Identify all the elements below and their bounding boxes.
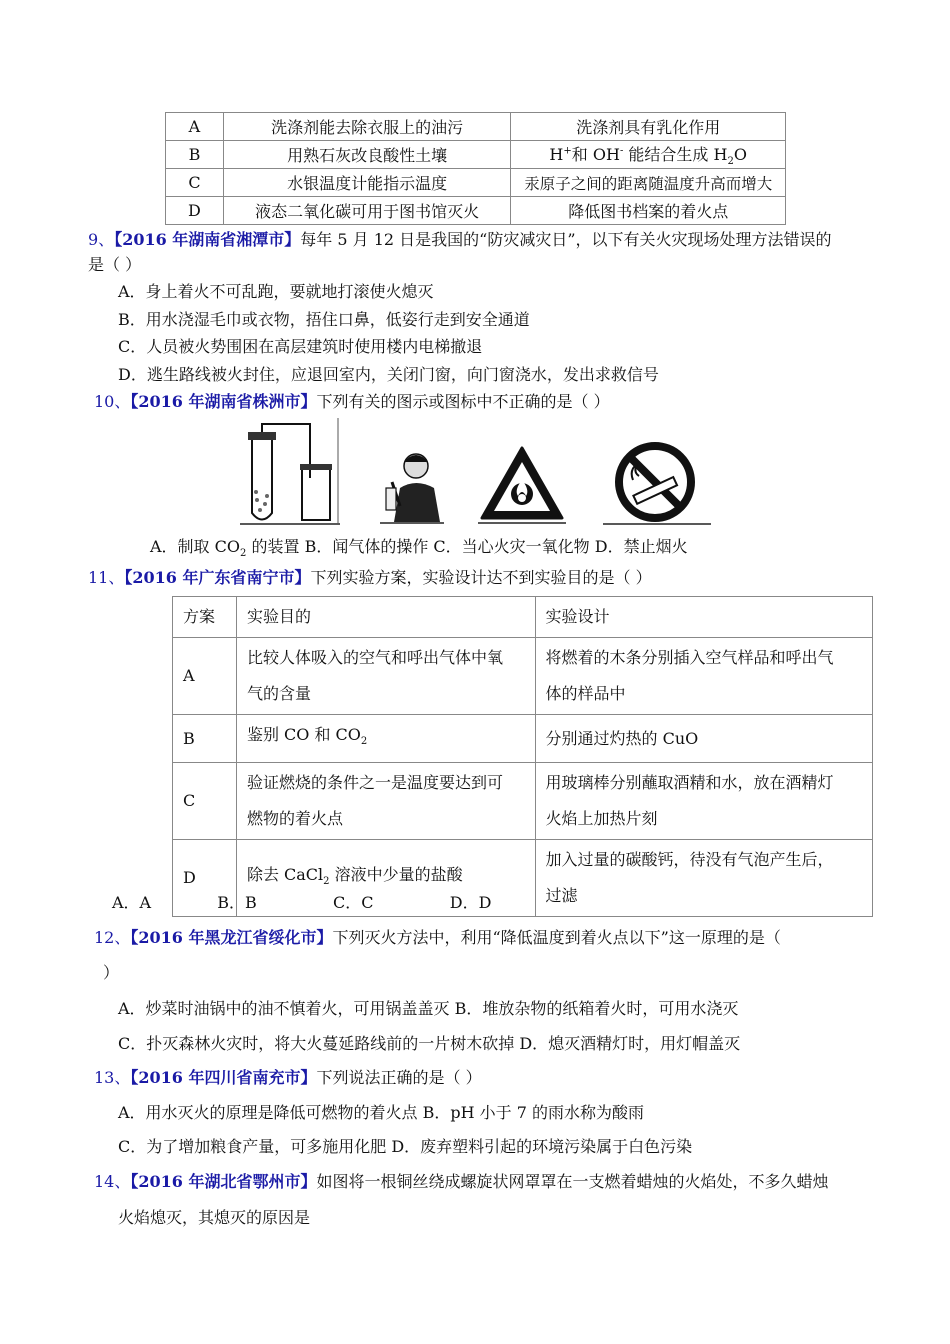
row-letter: D [173,840,237,917]
experiment-table [172,596,873,917]
question-12-options-ab: A．炒菜时油锅中的油不慎着火，可用锅盖盖灭 B．堆放杂物的纸箱着火时，可用水浇灭 [118,999,739,1018]
question-9-option-d: D．逃生路线被火封住，应退回室内，关闭门窗，向门窗浇水，发出求救信号 [118,365,659,384]
row-letter: A [173,638,237,715]
table-row [166,169,786,197]
question-13-options-cd: C．为了增加粮食产量，可多施用化肥 D．废弃塑料引起的环境污染属于白色污染 [118,1137,693,1156]
header-cell: 方案 [173,597,237,638]
question-10-stem: 10、【2016 年湖南省株洲市】下列有关的图示或图标中不正确的是（ ） [94,392,610,411]
question-10-options: A．制取 $CO_2$ 的装置 B．闻气体的操作 C．当心火灾一氧化物 D．禁止烟火 [150,537,688,560]
design-cell: 加入过量的碳酸钙，待没有气泡产生后， 过滤 [535,840,873,917]
question-9-option-b: B．用水浇湿毛巾或衣物，捂住口鼻，低姿行走到安全通道 [118,310,530,329]
table-row [166,141,786,169]
row-letter: A [166,113,224,141]
question-9-stem-cont: 是（ ） [88,255,142,274]
table-row [173,715,873,763]
smelling-gas-picture [380,448,444,524]
table-row [166,113,786,141]
phenomenon-cell: 水银温度计能指示温度 [223,169,511,197]
row-letter: B [166,141,224,169]
co2-apparatus-picture [240,418,342,526]
question-9-option-a: A．身上着火不可乱跑，要就地打滚使火熄灭 [118,282,434,301]
design-cell: 将燃着的木条分别插入空气样品和呼出气 体的样品中 [535,638,873,715]
fire-warning-sign-picture [478,444,566,524]
question-11-stem: 11、【2016 年广东省南宁市】下列实验方案，实验设计达不到实验目的是（ ） [88,568,652,587]
design-cell: 分别通过灼热的 CuO [535,715,873,763]
question-source: 【2016 年湖北省鄂州市】 [130,1172,317,1191]
question-14-stem-cont: 火焰熄灭，其熄灭的原因是 [118,1208,311,1227]
question-source: 【2016 年四川省南充市】 [130,1068,317,1087]
goal-cell: 鉴别 CO 和 $CO_2$ [236,715,535,763]
question-13-options-ab: A．用水灭火的原理是降低可燃物的着火点 B．pH 小于 7 的雨水称为酸雨 [118,1103,645,1122]
row-letter: B [173,715,237,763]
question-12-stem-cont: ） [103,963,120,982]
question-12-stem: 12、【2016 年黑龙江省绥化市】下列灭火方法中，利用“降低温度到着火点以下”这一原理的是（ [94,928,781,947]
question-14-stem: 14、【2016 年湖北省鄂州市】如图将一根铜丝绕成螺旋状网罩罩在一支燃着蜡烛的火焰处，不多久蜡烛 [94,1172,829,1191]
question-9-stem: 9、【2016 年湖南省湘潭市】每年 5 月 12 日是我国的“防灾减灾日”，以下有关火灾现场处理方法错误的 [88,230,832,249]
phenomenon-table [165,112,786,225]
explanation-cell: 降低图书档案的着火点 [511,197,786,225]
explanation-cell: H+和 OH- 能结合生成 $H_2O$ [511,141,786,169]
question-source: 【2016 年黑龙江省绥化市】 [130,928,333,947]
question-11-options: A．A B．B C．C D．D [112,893,492,912]
question-12-options-cd: C．扑灭森林火灾时，将大火蔓延路线前的一片树木砍掉 D．熄灭酒精灯时，用灯帽盖灭 [118,1034,741,1053]
row-letter: C [166,169,224,197]
no-smoking-sign-picture [603,440,711,526]
question-13-stem: 13、【2016 年四川省南充市】下列说法正确的是（ ） [94,1068,482,1087]
goal-cell: 比较人体吸入的空气和呼出气体中氧 气的含量 [236,638,535,715]
table-row [166,197,786,225]
design-cell: 用玻璃棒分别蘸取酒精和水，放在酒精灯 火焰上加热片刻 [535,763,873,840]
explanation-cell: 汞原子之间的距离随温度升高而增大 [511,169,786,197]
question-source: 【2016 年湖南省株洲市】 [130,392,317,411]
row-letter: D [166,197,224,225]
phenomenon-cell: 液态二氧化碳可用于图书馆灭火 [223,197,511,225]
phenomenon-cell: 用熟石灰改良酸性土壤 [223,141,511,169]
row-letter: C [173,763,237,840]
question-9-option-c: C．人员被火势围困在高层建筑时使用楼内电梯撤退 [118,337,483,356]
goal-cell: 除去 CaCl$_2$ 溶液中少量的盐酸 [236,840,535,917]
question-source: 【2016 年湖南省湘潭市】 [114,230,301,249]
table-row [173,638,873,715]
explanation-cell: 洗涤剂具有乳化作用 [511,113,786,141]
header-cell: 实验设计 [535,597,873,638]
header-cell: 实验目的 [236,597,535,638]
phenomenon-cell: 洗涤剂能去除衣服上的油污 [223,113,511,141]
question-source: 【2016 年广东省南宁市】 [124,568,311,587]
goal-cell: 验证燃烧的条件之一是温度要达到可 燃物的着火点 [236,763,535,840]
table-header-row [173,597,873,638]
table-row [173,763,873,840]
